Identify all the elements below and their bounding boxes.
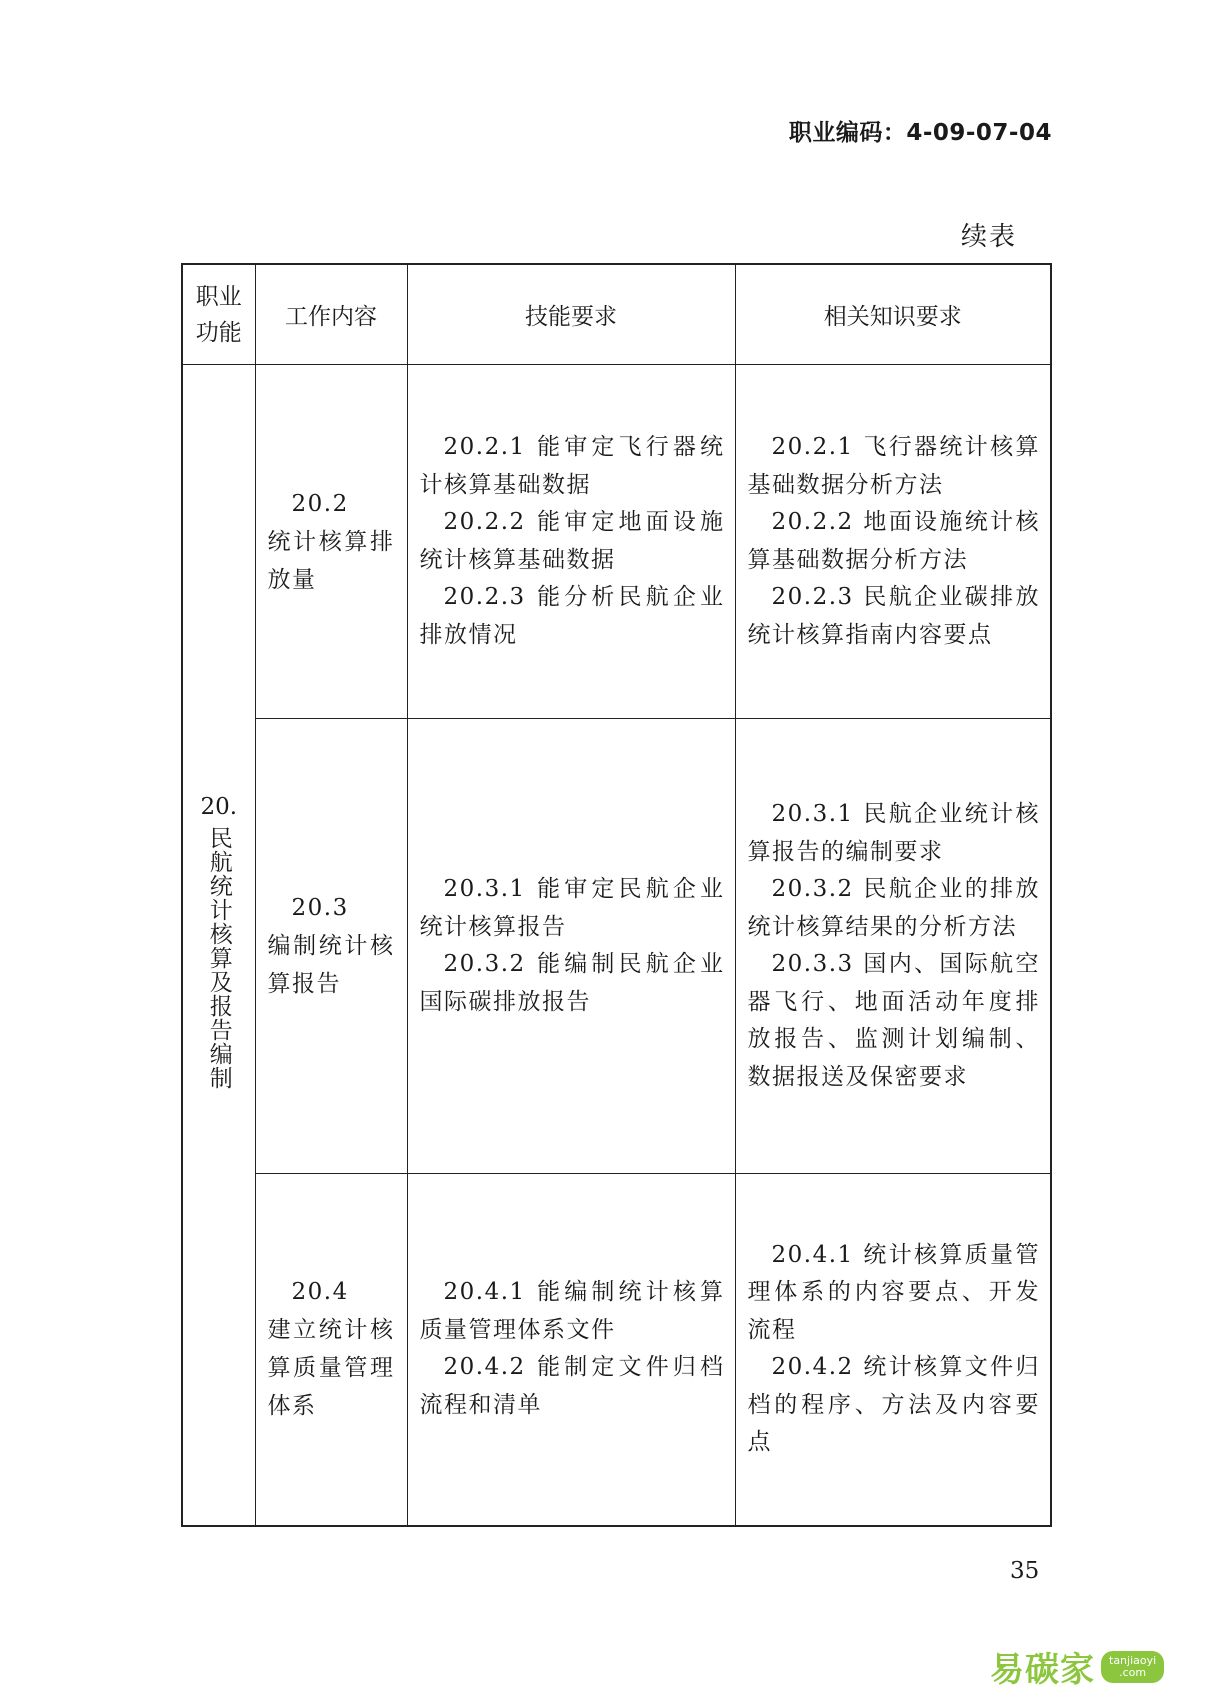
watermark-site-line1: tanjiaoyi [1109, 1653, 1157, 1667]
list-item: 20.3.2 民航企业的排放统计核算结果的分析方法 [747, 876, 1040, 940]
work-content-cell: 20.2 统计核算排放量 [255, 365, 407, 719]
skill-cell [407, 1174, 735, 1526]
list-item: 20.2.3 能分析民航企业排放情况 [419, 584, 725, 648]
watermark-site [1101, 1651, 1164, 1683]
header-knowledge: 相关知识要求 [735, 264, 1051, 365]
list-item: 20.2.1 能审定飞行器统计核算基础数据 [419, 434, 725, 498]
list-item: 20.3.3 国内、国际航空器飞行、地面活动年度排放报告、监测计划编制、数据报送及保密要求 [747, 951, 1040, 1090]
watermark-site-line2: .com [1119, 1665, 1147, 1679]
watermark-brand: 易碳家 [990, 1650, 1095, 1690]
watermark-logo [990, 1642, 1164, 1691]
function-name: 民航统计核算及报告编制 [205, 825, 232, 1090]
list-item: 20.2.2 地面设施统计核算基础数据分析方法 [747, 509, 1040, 573]
function-cell [182, 365, 255, 1526]
continued-label: 续表 [960, 222, 1017, 252]
occupation-code: 职业编码：4-09-07-04 [788, 120, 1052, 146]
table-row [182, 719, 1051, 1174]
table-header-row [182, 264, 1051, 365]
list-item: 20.2.2 能审定地面设施统计核算基础数据 [419, 509, 725, 573]
list-item: 20.3.1 民航企业统计核算报告的编制要求 [747, 801, 1040, 865]
skill-cell [407, 365, 735, 719]
list-item: 20.4.2 统计核算文件归档的程序、方法及内容要点 [747, 1354, 1040, 1456]
requirements-table [181, 263, 1052, 1527]
knowledge-cell [735, 365, 1051, 719]
list-item: 20.3.2 能编制民航企业国际碳排放报告 [419, 951, 725, 1015]
list-item: 20.3.1 能审定民航企业统计核算报告 [419, 876, 725, 940]
header-function: 职业功能 [182, 264, 255, 365]
work-content-cell: 20.4 建立统计核算质量管理体系 [255, 1174, 407, 1526]
list-item: 20.4.1 统计核算质量管理体系的内容要点、开发流程 [747, 1241, 1040, 1343]
skill-cell [407, 719, 735, 1174]
list-item: 20.4.1 能编制统计核算质量管理体系文件 [419, 1279, 725, 1343]
page-number: 35 [1010, 1558, 1040, 1584]
header-work-content: 工作内容 [255, 264, 407, 365]
list-item: 20.4.2 能制定文件归档流程和清单 [419, 1354, 725, 1418]
work-content-cell: 20.3 编制统计核算报告 [255, 719, 407, 1174]
table-row [182, 365, 1051, 719]
table-row [182, 1174, 1051, 1526]
knowledge-cell [735, 719, 1051, 1174]
function-number: 20. [200, 793, 238, 820]
knowledge-cell [735, 1174, 1051, 1526]
header-skill: 技能要求 [407, 264, 735, 365]
list-item: 20.2.3 民航企业碳排放统计核算指南内容要点 [747, 584, 1040, 648]
list-item: 20.2.1 飞行器统计核算基础数据分析方法 [747, 434, 1040, 498]
